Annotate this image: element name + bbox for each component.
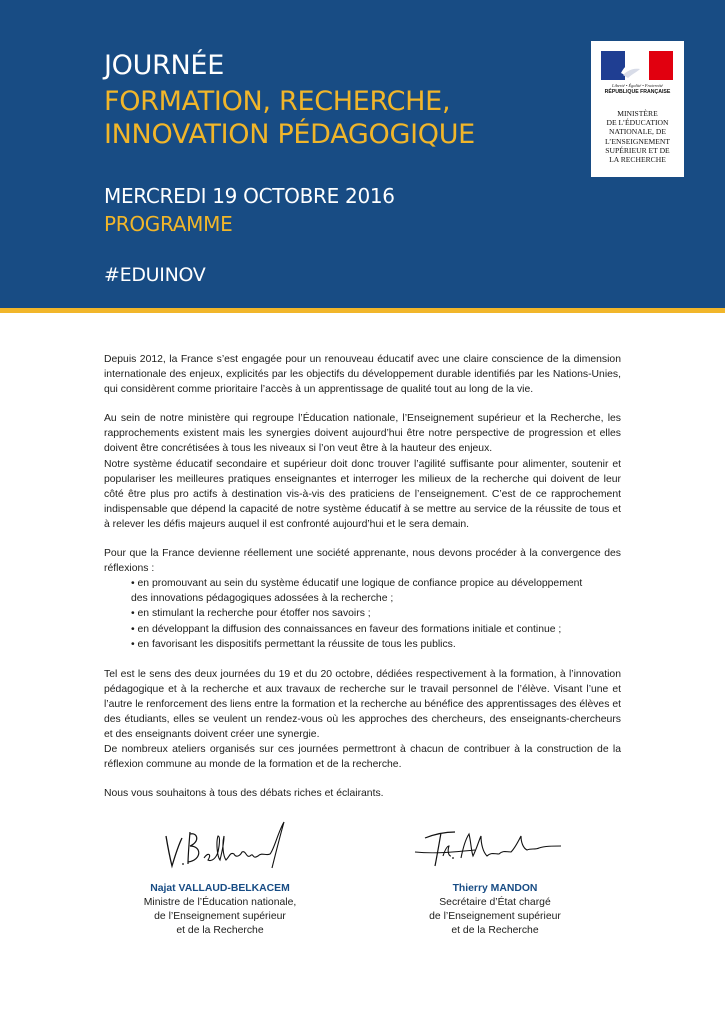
ministry-name: MINISTÈRE DE L’ÉDUCATION NATIONALE, DE L’ENSEIGNEMENT SUPÉRIEUR ET DE LA RECHERCHE [604,109,671,165]
republic-motto: Liberté • Égalité • Fraternité [612,83,663,88]
list-item: des innovations pédagogiques adossées à la recherche ; [131,593,394,605]
list-item: • en promouvant au sein du système éducatif une logique de confiance propice au développement [131,578,583,590]
signature-belkacem [120,812,320,882]
signature-mandon [395,812,595,882]
convergence-list [104,576,621,651]
letter-body [104,352,621,801]
paragraph-convergence: Pour que la France devienne réellement une société apprenante, nous devons procéder à la convergence des réflexions : [104,548,621,575]
event-hashtag: #EDUINOV [104,264,206,286]
signatory-role-line: de l’Enseignement supérieur [429,911,561,922]
republic-name: RÉPUBLIQUE FRANÇAISE [604,89,671,95]
list-item: • en développant la diffusion des connaissances en faveur des formations initiale et continue ; [131,623,562,635]
event-subtitle: PROGRAMME [104,212,233,236]
signatory-name: Najat VALLAUD-BELKACEM [150,883,290,894]
event-title-line3: INNOVATION PÉDAGOGIQUE [104,119,475,150]
paragraph-intro: Depuis 2012, la France s’est engagée pour un renouveau éducatif avec une claire conscience de la dimension internationale des enjeux, explicités par les objectifs du développement durable identifiés par les Nations-Unies, qui considèrent comme prioritaire l’accès à un apprentissage de qualité tout au long de la vie. [104,354,621,396]
signatory-role-line: Ministre de l’Éducation nationale, [143,897,297,908]
signatory-role-line: de l’Enseignement supérieur [154,911,286,922]
signatory-role-line: et de la Recherche [176,925,264,936]
paragraph-ministry: Au sein de notre ministère qui regroupe l’Éducation nationale, l’Enseignement supérieur et la Recherche, les rapprochements existent mais les synergies doivent aujourd’hui être notre perspective de progression et elles doivent être concrétisées à tous les niveaux si l’on veut être à la hauteur des enjeux. [104,413,621,455]
event-date: MERCREDI 19 OCTOBRE 2016 [104,184,395,208]
paragraph-workshops: De nombreux ateliers organisés sur ces journées permettront à chacun de contribuer à la construction de la réflexion commune au monde de la formation et de la recherche. [104,744,621,771]
paragraph-closing: Nous vous souhaitons à tous des débats riches et éclairants. [104,788,384,800]
signatory-role-line: Secrétaire d’État chargé [439,897,551,908]
signatory-secretary [395,812,595,938]
paragraph-days: Tel est le sens des deux journées du 19 et du 20 octobre, dédiées respectivement à la formation, à l’innovation pédagogique et à la recherche et aux travaux de recherche sur le travail personnel de l’élève. Visant l’une et l’autre le renforcement des liens entre la formation et la recherche au bénéfice des apprentissages des élèves et des étudiants, elles se veulent un rendez-vous où les approches des chercheurs, des enseignants-chercheurs et des enseignants doivent créer une synergie. [104,668,621,741]
paragraph-system: Notre système éducatif secondaire et supérieur doit donc trouver l’agilité suffisante pour alimenter, soutenir et populariser les meilleures pratiques enseignantes et interroger les milieux de la recherche qui doivent de leur côté être plus pro actifs à destination vis-à-vis des praticiens de l’enseignement. C’est de ce rapprochement indispensable que dépend la capacité de notre système éducatif à se mettre au service de la réussite de tous et à relever les défis majeurs auquel il est confronté aujourd’hui et le sera demain. [104,458,621,530]
event-title-line1: JOURNÉE [104,50,224,81]
list-item: • en favorisant les dispositifs permettant la réussite de tous les publics. [131,638,456,650]
signatory-name: Thierry MANDON [452,883,538,894]
header-accent-rule [0,308,725,313]
list-item: • en stimulant la recherche pour étoffer nos savoirs ; [131,608,371,620]
signatory-minister [120,812,320,938]
signatory-role-line: et de la Recherche [451,925,539,936]
marianne-emblem-icon [601,51,673,80]
event-title-line2: FORMATION, RECHERCHE, [104,86,451,117]
ministry-logo [591,41,684,177]
